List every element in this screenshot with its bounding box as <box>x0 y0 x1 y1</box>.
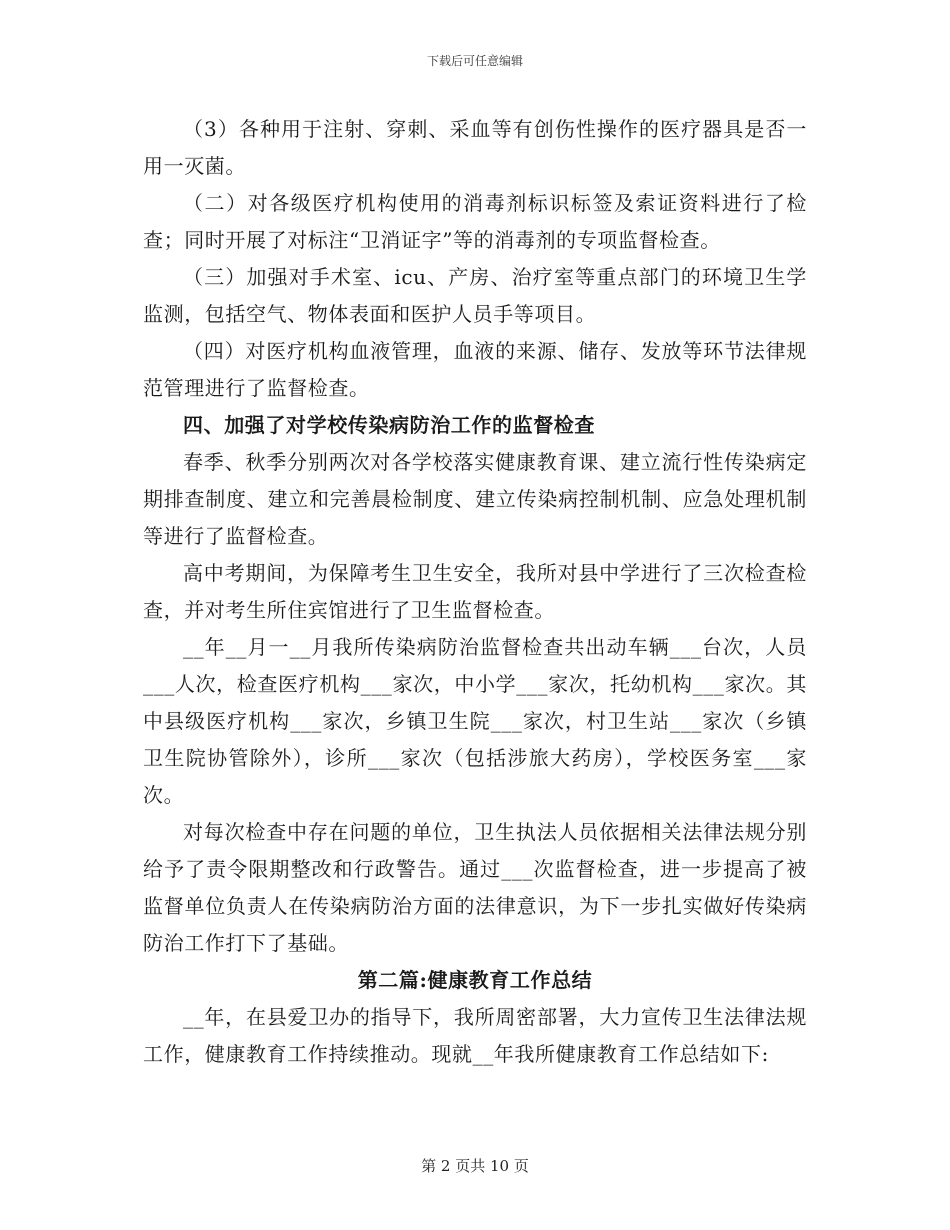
page-header: 下载后可任意编辑 <box>426 54 523 68</box>
section-heading-school: 四、加强了对学校传染病防治工作的监督检查 <box>183 413 595 437</box>
paragraph-school-inspection: 春季、秋季分别两次对各学校落实健康教育课、建立流行性传染病定期排查制度、建立和完善晨检制度、建立传染病控制机制、应急处理机制等进行了监督检查。 <box>143 450 807 548</box>
paragraph-rectification: 对每次检查中存在问题的单位，卫生执法人员依据相关法律法规分别给予了责令限期整改和行政警告。通过___次监督检查，进一步提高了被监督单位负责人在传染病防治方面的法律意识，为下一步扎实做好传染病防治工作打下了基础。 <box>143 820 807 955</box>
paragraph-sterilization: （3）各种用于注射、穿刺、采血等有创伤性操作的医疗器具是否一用一灭菌。 <box>143 117 807 178</box>
paragraph-disinfectant-check: （二）对各级医疗机构使用的消毒剂标识标签及索证资料进行了检查；同时开展了对标注“卫消证字”等的消毒剂的专项监督检查。 <box>143 191 807 252</box>
page-number: 第 2 页共 10 页 <box>421 1157 529 1175</box>
paragraph-blood-management: （四）对医疗机构血液管理，血液的来源、储存、发放等环节法律规范管理进行了监督检查。 <box>143 339 807 400</box>
paragraph-statistics: __年__月一__月我所传染病防治监督检查共出动车辆___台次，人员___人次，检查医疗机构___家次，中小学___家次，托幼机构___家次。其中县级医疗机构___家次，乡镇卫生院___家次，村卫生站___家次（乡镇卫生院协管除外），诊所___家次（包括涉旅大药房），学校医务室___家次。 <box>143 635 807 807</box>
paragraph-environment-monitoring: （三）加强对手术室、icu、产房、治疗室等重点部门的环境卫生学监测，包括空气、物体表面和医护人员手等项目。 <box>143 265 807 326</box>
paragraph-health-education-intro: __年，在县爱卫办的指导下，我所周密部署，大力宣传卫生法律法规工作，健康教育工作持续推动。现就__年我所健康教育工作总结如下: <box>143 1005 807 1066</box>
paragraph-exam-period: 高中考期间，为保障考生卫生安全，我所对县中学进行了三次检查检查，并对考生所住宾馆进行了卫生监督检查。 <box>143 561 807 622</box>
chapter-title: 第二篇:健康教育工作总结 <box>357 968 593 992</box>
document-body <box>143 111 807 1073</box>
